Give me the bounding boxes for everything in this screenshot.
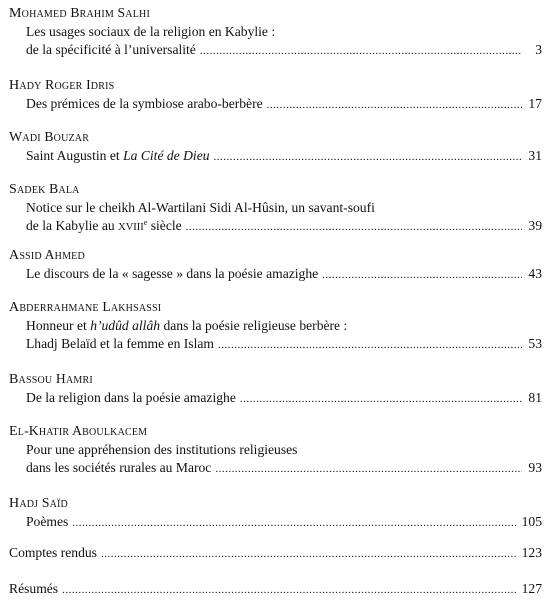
- leader-dots: [322, 266, 522, 284]
- toc-entry: [9, 246, 542, 284]
- toc-entry: [9, 298, 542, 354]
- leader-dots: [186, 218, 522, 236]
- page-number: 53: [528, 336, 542, 351]
- title-part: siècle: [147, 218, 182, 233]
- toc-entry: [9, 370, 542, 408]
- superscript: e: [143, 218, 148, 227]
- page-number: 127: [521, 581, 542, 596]
- article-title-text: [26, 147, 210, 165]
- title-part: de la Kabylie au: [26, 218, 119, 233]
- article-title-line: [9, 147, 542, 166]
- page-number: 17: [528, 96, 542, 111]
- author-name: Bassou Hamri: [9, 371, 93, 387]
- leader-dots: [101, 545, 516, 563]
- page-number: 105: [521, 514, 542, 529]
- leader-dots: [218, 336, 522, 354]
- toc-entry: [9, 4, 542, 60]
- page-number: 81: [528, 390, 542, 405]
- article-title-line: [9, 389, 542, 408]
- page-number: 39: [528, 218, 542, 233]
- page-number: 43: [528, 266, 542, 281]
- author-name: Mohamed Brahim Salhi: [9, 5, 150, 21]
- article-title-text: [26, 217, 182, 237]
- toc-entry: [9, 180, 542, 237]
- title-part: Saint Augustin et: [26, 148, 124, 163]
- page-number: 123: [521, 545, 542, 560]
- article-title-line: Notice sur le cheikh Al-Wartilani Sidi Al-Hûsin, un savant-soufi: [26, 200, 375, 215]
- toc-entry: [9, 422, 542, 478]
- article-title-text: Poèmes: [26, 514, 69, 529]
- article-title-line: [9, 513, 542, 532]
- standalone-line: [9, 580, 542, 599]
- page-number: 3: [535, 42, 542, 57]
- title-italic-part: La Cité de Dieu: [123, 148, 210, 163]
- leader-dots: [215, 460, 522, 478]
- article-title-text: Des prémices de la symbiose arabo-berbère: [26, 96, 263, 111]
- article-title-text: De la religion dans la poésie amazighe: [26, 390, 236, 405]
- toc-entry: [9, 494, 542, 532]
- article-title-line: [9, 265, 542, 284]
- leader-dots: [72, 514, 515, 532]
- section-label: Comptes rendus: [9, 545, 97, 560]
- toc-entry-standalone: [9, 544, 542, 563]
- author-name: Assid Ahmed: [9, 247, 85, 263]
- article-title-line: Les usages sociaux de la religion en Kabylie :: [26, 24, 276, 39]
- leader-dots: [214, 148, 522, 166]
- article-title-line: [9, 335, 542, 354]
- title-italic-part: h’udûd allâh: [90, 318, 161, 333]
- author-name: Wadi Bouzar: [9, 129, 90, 145]
- article-title-line: Pour une appréhension des institutions religieuses: [26, 442, 298, 457]
- title-part: Honneur et: [26, 318, 91, 333]
- article-title-text: dans les sociétés rurales au Maroc: [26, 460, 212, 475]
- leader-dots: [200, 42, 522, 60]
- leader-dots: [62, 581, 516, 599]
- leader-dots: [267, 96, 522, 114]
- author-name: Hadj Saïd: [9, 495, 68, 511]
- author-name: Hady Roger Idris: [9, 77, 115, 93]
- article-title-text: Lhadj Belaïd et la femme en Islam: [26, 336, 214, 351]
- page-number: 31: [528, 148, 542, 163]
- article-title-line: [9, 317, 542, 335]
- article-title-line: [9, 217, 542, 237]
- article-title-text: Le discours de la « sagesse » dans la poésie amazighe: [26, 266, 319, 281]
- toc-entry: [9, 76, 542, 114]
- author-name: El-Khatir Aboulkacem: [9, 423, 148, 439]
- author-name: Abderrahmane Lakhsassi: [9, 299, 162, 315]
- toc-entry-standalone: [9, 580, 542, 599]
- toc-entry: [9, 128, 542, 166]
- section-label: Résumés: [9, 581, 59, 596]
- article-title-line: [9, 95, 542, 114]
- article-title-line: [9, 459, 542, 478]
- article-title-text: de la spécificité à l’universalité: [26, 42, 196, 57]
- author-name: Sadek Bala: [9, 181, 80, 197]
- standalone-line: [9, 544, 542, 563]
- roman-numeral: XVIII: [118, 222, 144, 233]
- article-title-line: [9, 41, 542, 60]
- page-number: 93: [528, 460, 542, 475]
- leader-dots: [240, 390, 522, 408]
- title-part: dans la poésie religieuse berbère :: [160, 318, 348, 333]
